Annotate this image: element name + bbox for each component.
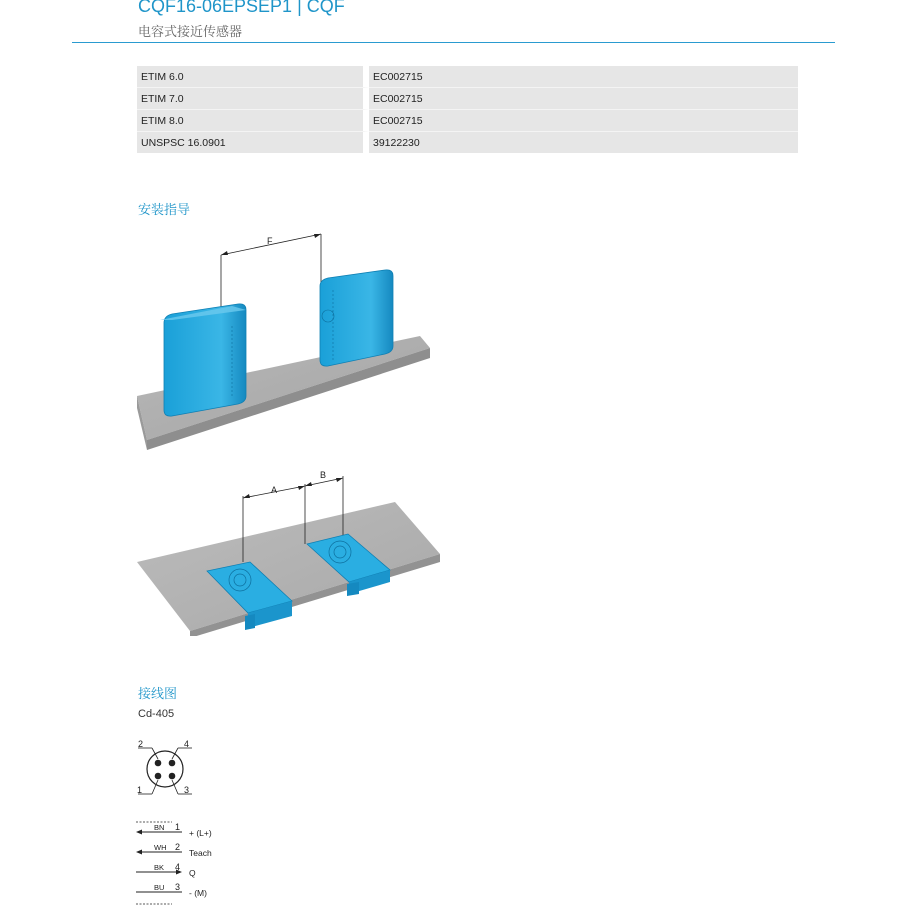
- installation-diagram-side-by-side: [130, 228, 450, 458]
- wire-function: + (L+): [189, 828, 212, 838]
- dimension-arrow: [243, 494, 250, 498]
- header-divider: [72, 42, 835, 43]
- wire-color: BU: [154, 883, 165, 892]
- table-row: [137, 87, 798, 109]
- arrow-left-icon: [136, 850, 142, 855]
- pin-number: 2: [138, 739, 144, 749]
- wire-pin: 1: [175, 822, 181, 832]
- table-cell-value: EC002715: [369, 109, 798, 131]
- wire-color: BN: [154, 823, 165, 832]
- pin-number: 4: [184, 739, 190, 749]
- table-cell-key: ETIM 7.0: [137, 87, 369, 109]
- wire-pin: 2: [175, 842, 181, 852]
- wire-row: [136, 882, 207, 904]
- sensor-block-left: [164, 304, 246, 416]
- wire-function: - (M): [189, 888, 207, 898]
- wire-color: WH: [154, 843, 167, 852]
- page-subtitle: 电容式接近传感器: [138, 25, 243, 40]
- table-row: [137, 109, 798, 131]
- table-cell-key: UNSPSC 16.0901: [137, 131, 369, 153]
- arrow-left-icon: [136, 830, 142, 835]
- wiring-diagram: [134, 820, 244, 908]
- wiring-code: Cd-405: [138, 708, 175, 720]
- dimension-label-b: B: [320, 470, 327, 480]
- table-cell-key: ETIM 8.0: [137, 109, 369, 131]
- pin-number: 3: [184, 785, 190, 795]
- wire-pin: 3: [175, 882, 181, 892]
- table-row: [137, 131, 798, 153]
- dimension-arrow: [221, 251, 228, 255]
- wire-row: [136, 842, 212, 858]
- page-title: CQF16-06EPSEP1 | CQF: [138, 0, 345, 16]
- table-row: [137, 66, 798, 87]
- pin-icon: [155, 760, 162, 767]
- sensor-flush-left-bottom: [245, 614, 255, 630]
- table-cell-value: EC002715: [369, 66, 798, 87]
- wire-function: Teach: [189, 848, 212, 858]
- wire-color: BK: [154, 863, 165, 872]
- wire-function: Q: [189, 868, 196, 878]
- dimension-arrow: [336, 478, 343, 482]
- installation-diagram-flush: [130, 466, 450, 636]
- pin-icon: [169, 773, 176, 780]
- pin-number: 1: [137, 785, 143, 795]
- wire-pin: 4: [175, 862, 181, 872]
- pin-icon: [169, 760, 176, 767]
- sensor-block-right: [320, 270, 393, 366]
- dimension-arrow: [305, 482, 312, 486]
- connector-body: [147, 751, 183, 787]
- wire-row: [136, 862, 196, 878]
- pin-icon: [155, 773, 162, 780]
- connector-pinout: [132, 737, 202, 799]
- dimension-arrow: [314, 234, 321, 238]
- table-cell-value: 39122230: [369, 131, 798, 153]
- classification-table: [137, 66, 798, 153]
- wiring-heading: 接线图: [138, 687, 178, 702]
- wire-row: [136, 822, 212, 838]
- sensor-flush-right-bottom: [347, 582, 359, 596]
- installation-heading: 安装指导: [138, 203, 191, 218]
- dimension-label-a: A: [271, 485, 278, 495]
- table-cell-key: ETIM 6.0: [137, 66, 369, 87]
- dimension-arrow: [298, 486, 305, 490]
- table-cell-value: EC002715: [369, 87, 798, 109]
- dimension-label-f: F: [267, 236, 273, 246]
